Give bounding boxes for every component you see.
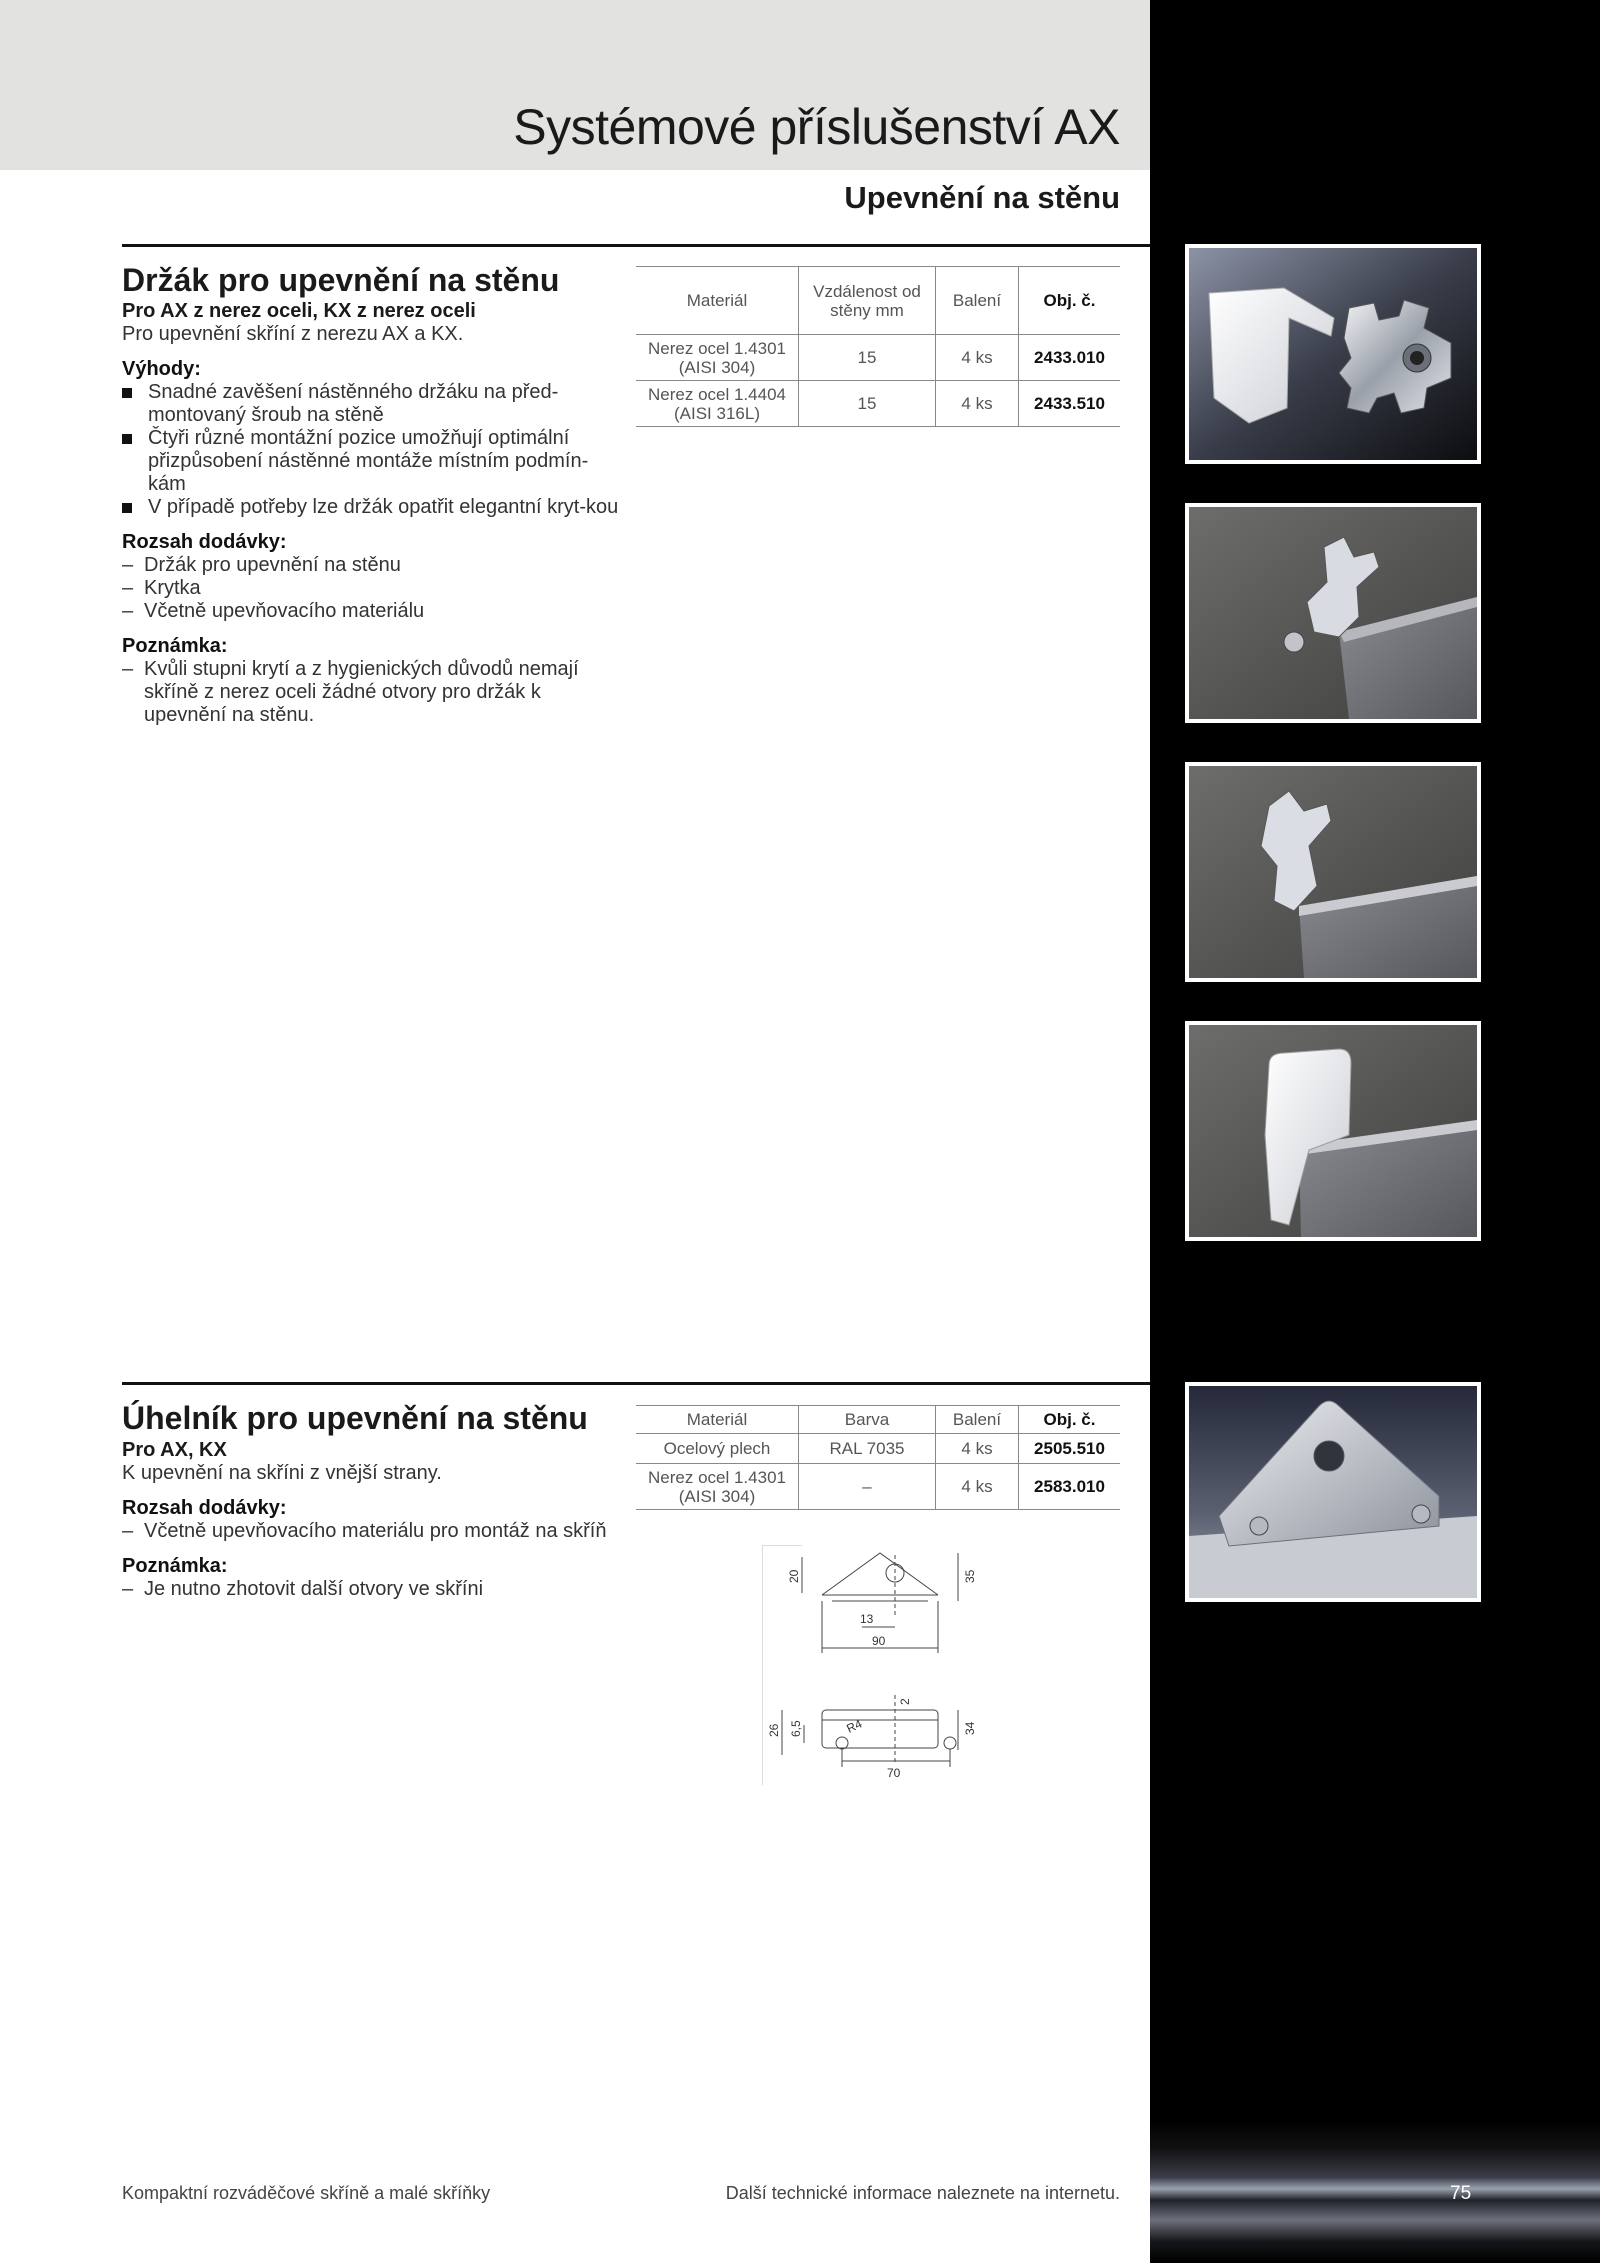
list-item: – Držák pro upevnění na stěnu xyxy=(122,554,401,576)
section-text xyxy=(122,1439,622,1601)
section-rule xyxy=(122,1382,1150,1385)
square-bullet-icon xyxy=(122,503,132,513)
intro-text: Pro upevnění skříní z nerezu AX a KX. xyxy=(122,323,464,345)
square-bullet-icon xyxy=(122,388,132,398)
section-text xyxy=(122,300,622,727)
section-title: Držák pro upevnění na stěnu xyxy=(122,262,560,298)
page-title: Systémové příslušenství AX xyxy=(513,99,1120,155)
scope-label: Rozsah dodávky: xyxy=(122,1497,287,1519)
product-photo-bracket-covered xyxy=(1185,1021,1481,1241)
section-rule xyxy=(122,244,1150,247)
table-header: Balení xyxy=(936,1406,1019,1434)
table-header: Vzdálenost od stěny mm xyxy=(799,267,936,335)
list-item: – Včetně upevňovacího materiálu xyxy=(122,600,425,622)
intro-text: K upevnění na skříni z vnější strany. xyxy=(122,1462,442,1484)
list-item: – Včetně upevňovacího materiálu pro montáž na skříň xyxy=(122,1520,607,1542)
list-item: – Je nutno zhotovit další otvory ve skříni xyxy=(122,1578,484,1600)
page-subtitle: Upevnění na stěnu xyxy=(844,180,1120,215)
scope-label: Rozsah dodávky: xyxy=(122,531,287,553)
table-header: Obj. č. xyxy=(1019,1406,1121,1434)
dim-label: 35 xyxy=(963,1569,977,1583)
table-header: Materiál xyxy=(636,267,799,335)
product-photo-bracket-cover xyxy=(1185,244,1481,464)
table-row: Ocelový plech RAL 7035 4 ks 2505.510 xyxy=(636,1434,1120,1464)
table-header: Balení xyxy=(936,267,1019,335)
table-header: Materiál xyxy=(636,1406,799,1434)
list-item: – Kvůli stupni krytí a z hygienických důvodů nemají skříně z nerez oceli žádné otvory pro držák k upevnění na stěnu. xyxy=(122,658,579,726)
section-subtitle: Pro AX, KX xyxy=(122,1439,227,1461)
dim-label: 34 xyxy=(963,1721,977,1735)
dim-label: 6,5 xyxy=(789,1720,803,1737)
list-item: – Krytka xyxy=(122,577,201,599)
dim-label: 70 xyxy=(887,1766,901,1780)
advantages-label: Výhody: xyxy=(122,358,201,380)
section-subtitle: Pro AX z nerez oceli, KX z nerez oceli xyxy=(122,300,476,322)
product-table xyxy=(636,266,1120,427)
table-row: Nerez ocel 1.4301 (AISI 304) 15 4 ks 2433.010 xyxy=(636,335,1120,381)
product-table xyxy=(636,1405,1120,1510)
note-label: Poznámka: xyxy=(122,1555,228,1577)
dim-label: 90 xyxy=(872,1634,886,1648)
note-label: Poznámka: xyxy=(122,635,228,657)
product-photo-angle-bracket xyxy=(1185,1382,1481,1602)
dim-label: 13 xyxy=(860,1612,874,1626)
section-title: Úhelník pro upevnění na stěnu xyxy=(122,1400,588,1436)
table-row: Nerez ocel 1.4301 (AISI 304) – 4 ks 2583.010 xyxy=(636,1464,1120,1510)
technical-drawing xyxy=(762,1545,1002,1785)
dim-label: R4 xyxy=(844,1716,865,1736)
table-header: Barva xyxy=(799,1406,936,1434)
footer-right: Další technické informace naleznete na internetu. xyxy=(725,2183,1120,2203)
table-header: Obj. č. xyxy=(1019,267,1121,335)
square-bullet-icon xyxy=(122,434,132,444)
dim-label: 26 xyxy=(767,1723,781,1737)
list-item: Čtyři různé montážní pozice umožňují optimální přizpůsobení nástěnné montáže místním podmín-kám xyxy=(122,427,622,496)
page-number: 75 xyxy=(1450,2183,1472,2204)
list-item: Snadné zavěšení nástěnného držáku na před-montovaný šroub na stěně xyxy=(122,381,622,427)
footer-left: Kompaktní rozváděčové skříně a malé skříňky xyxy=(122,2183,491,2203)
product-photo-bracket-side xyxy=(1185,762,1481,982)
dim-label: 20 xyxy=(787,1569,801,1583)
list-item: V případě potřeby lze držák opatřit elegantní kryt-kou xyxy=(122,496,622,519)
table-row: Nerez ocel 1.4404 (AISI 316L) 15 4 ks 2433.510 xyxy=(636,381,1120,427)
dim-label: 2 xyxy=(898,1698,912,1705)
product-photo-bracket-mounted xyxy=(1185,503,1481,723)
footer-gradient xyxy=(1150,2120,1600,2263)
